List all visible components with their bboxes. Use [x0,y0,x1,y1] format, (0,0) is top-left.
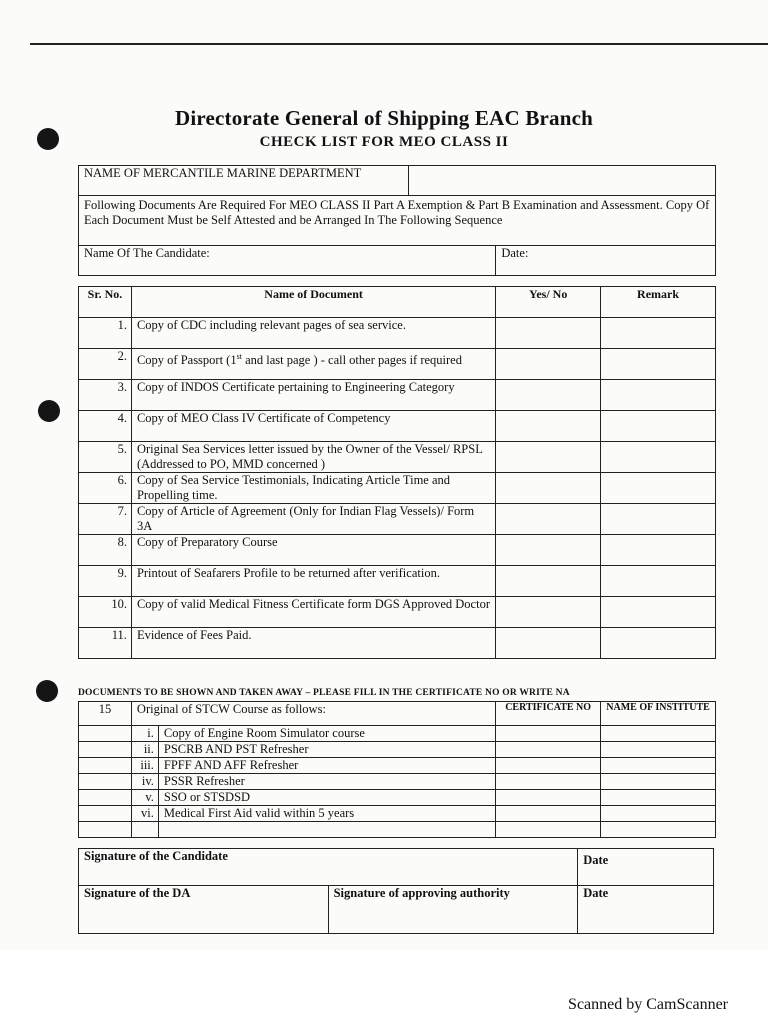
table-row: 6. Copy of Sea Service Testimonials, Indicating Article Time and Propelling time. [79,473,716,504]
certificate-no-cell[interactable] [496,806,601,822]
document-name: Printout of Seafarers Profile to be returned after verification. [131,566,495,597]
yes-no-cell[interactable] [496,535,601,566]
shown-documents-notice: DOCUMENTS TO BE SHOWN AND TAKEN AWAY – PLEASE FILL IN THE CERTIFICATE NO OR WRITE NA [78,688,570,698]
page-subtitle: CHECK LIST FOR MEO CLASS II [259,134,509,150]
remark-cell[interactable] [601,473,716,504]
yes-no-cell[interactable] [496,380,601,411]
table-row: 2. Copy of Passport (1st and last page ) - call other pages if required [79,349,716,380]
yes-no-header: Yes/ No [496,287,601,318]
table-row: 9. Printout of Seafarers Profile to be returned after verification. [79,566,716,597]
document-name: Copy of valid Medical Fitness Certificate form DGS Approved Doctor [131,597,495,628]
mmd-label: NAME OF MERCANTILE MARINE DEPARTMENT [79,166,409,196]
certificate-no-cell[interactable] [496,726,601,742]
table-row: 4. Copy of MEO Class IV Certificate of Competency [79,411,716,442]
stcw-course-name: PSCRB AND PST Refresher [158,742,495,758]
table-row [79,822,716,838]
stcw-course-name: PSSR Refresher [158,774,495,790]
yes-no-cell[interactable] [496,442,601,473]
stcw-course-name: FPFF AND AFF Refresher [158,758,495,774]
table-row: ii. PSCRB AND PST Refresher [79,742,716,758]
institute-name-cell[interactable] [601,790,716,806]
table-row: v. SSO or STSDSD [79,790,716,806]
yes-no-cell[interactable] [496,411,601,442]
stcw-course-name: SSO or STSDSD [158,790,495,806]
remark-header: Remark [601,287,716,318]
remark-cell[interactable] [601,628,716,659]
table-row: iii. FPFF AND AFF Refresher [79,758,716,774]
documents-table [78,286,716,659]
certificate-no-cell[interactable] [496,822,601,838]
certificate-no-header: CERTIFICATE NO [496,702,601,726]
remark-cell[interactable] [601,442,716,473]
stcw-sr-no: 15 [79,702,132,726]
certificate-no-cell[interactable] [496,758,601,774]
mmd-field[interactable] [408,166,715,196]
table-row: 10. Copy of valid Medical Fitness Certificate form DGS Approved Doctor [79,597,716,628]
institute-name-header: NAME OF INSTITUTE [601,702,716,726]
da-signature-field[interactable]: Signature of the DA [79,886,329,934]
institute-name-cell[interactable] [601,726,716,742]
document-name: Evidence of Fees Paid. [131,628,495,659]
remark-cell[interactable] [601,535,716,566]
yes-no-cell[interactable] [496,349,601,380]
institute-name-cell[interactable] [601,822,716,838]
yes-no-cell[interactable] [496,597,601,628]
table-row: 3. Copy of INDOS Certificate pertaining to Engineering Category [79,380,716,411]
document-name: Copy of INDOS Certificate pertaining to Engineering Category [131,380,495,411]
certificate-no-cell[interactable] [496,790,601,806]
top-edge-rule [30,43,768,45]
table-row: 7. Copy of Article of Agreement (Only for Indian Flag Vessels)/ Form 3A [79,504,716,535]
remark-cell[interactable] [601,380,716,411]
document-name: Copy of Passport (1st and last page ) - call other pages if required [131,349,495,380]
signature-table [78,848,714,934]
table-row: 11. Evidence of Fees Paid. [79,628,716,659]
document-name-header: Name of Document [131,287,495,318]
yes-no-cell[interactable] [496,318,601,349]
institute-name-cell[interactable] [601,758,716,774]
institute-name-cell[interactable] [601,742,716,758]
stcw-title: Original of STCW Course as follows: [131,702,495,726]
certificate-no-cell[interactable] [496,774,601,790]
document-name: Copy of Article of Agreement (Only for Indian Flag Vessels)/ Form 3A [131,504,495,535]
table-row: 1. Copy of CDC including relevant pages of sea service. [79,318,716,349]
yes-no-cell[interactable] [496,504,601,535]
stcw-course-name: Medical First Aid valid within 5 years [158,806,495,822]
certificate-no-cell[interactable] [496,742,601,758]
table-row: vi. Medical First Aid valid within 5 years [79,806,716,822]
remark-cell[interactable] [601,504,716,535]
remark-cell[interactable] [601,597,716,628]
date-label[interactable]: Date: [496,246,716,276]
candidate-name-label[interactable]: Name Of The Candidate: [79,246,496,276]
authority-signature-field[interactable]: Signature of approving authority [328,886,578,934]
document-name: Copy of CDC including relevant pages of sea service. [131,318,495,349]
sr-no-header: Sr. No. [79,287,132,318]
page-title: Directorate General of Shipping EAC Branch [174,106,594,130]
yes-no-cell[interactable] [496,628,601,659]
document-name: Copy of MEO Class IV Certificate of Competency [131,411,495,442]
remark-cell[interactable] [601,566,716,597]
document-name: Copy of Preparatory Course [131,535,495,566]
stcw-table [78,701,716,838]
institute-name-cell[interactable] [601,774,716,790]
punch-hole-icon [36,680,58,702]
table-row: 8. Copy of Preparatory Course [79,535,716,566]
authority-date-field[interactable]: Date [578,886,714,934]
candidate-date-field[interactable]: Date [578,849,714,886]
scanner-watermark: Scanned by CamScanner [568,996,728,1013]
instructions-text: Following Documents Are Required For MEO CLASS II Part A Exemption & Part B Examination and Assessment. Copy Of Each Document Must be Self Attested and be Arranged In The Following Sequence [79,196,716,246]
remark-cell[interactable] [601,411,716,442]
institute-name-cell[interactable] [601,806,716,822]
info-table [78,165,716,276]
remark-cell[interactable] [601,349,716,380]
yes-no-cell[interactable] [496,473,601,504]
candidate-signature-field[interactable]: Signature of the Candidate [79,849,578,886]
yes-no-cell[interactable] [496,566,601,597]
remark-cell[interactable] [601,318,716,349]
document-name: Original Sea Services letter issued by the Owner of the Vessel/ RPSL (Addressed to PO, MMD concerned ) [131,442,495,473]
table-row: iv. PSSR Refresher [79,774,716,790]
punch-hole-icon [38,400,60,422]
document-name: Copy of Sea Service Testimonials, Indicating Article Time and Propelling time. [131,473,495,504]
stcw-course-name: Copy of Engine Room Simulator course [158,726,495,742]
table-row: 5. Original Sea Services letter issued by the Owner of the Vessel/ RPSL (Addressed to PO, MMD concerned ) [79,442,716,473]
table-row: i. Copy of Engine Room Simulator course [79,726,716,742]
